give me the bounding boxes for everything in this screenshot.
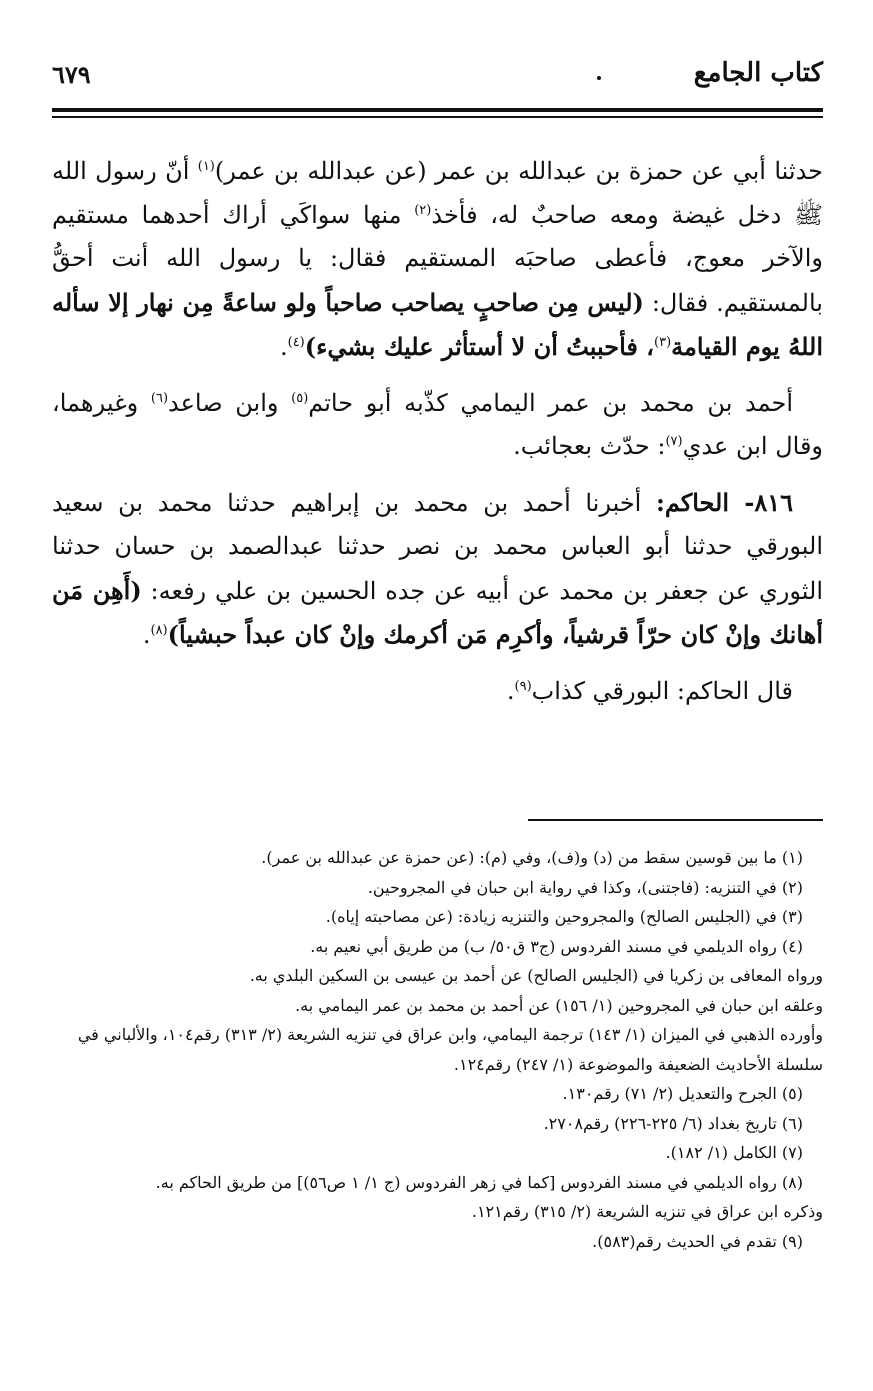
main-text bbox=[52, 150, 823, 725]
footnote-4-cont: وأورده الذهبي في الميزان (١/ ١٤٣) ترجمة اليمامي، وابن عراق في تنزيه الشريعة (٢/ ٣١٣) رقم١٠٤، والألباني في سلسلة الأحاديث الضعيفة والموضوعة (١/ ٢٤٧) رقم١٢٤. bbox=[77, 1025, 823, 1074]
footnote-2: (٢) في التنزيه: (فاجتنى)، وكذا في رواية ابن حبان في المجروحين. bbox=[367, 877, 803, 897]
page-number: ٦٧٩ bbox=[52, 60, 91, 89]
footnote-ref: (٤) bbox=[287, 335, 305, 350]
footnote-ref: (٨) bbox=[150, 623, 168, 638]
text-segment: حدثنا أبي عن حمزة بن عبدالله بن عمر (عن عبدالله بن عمر) bbox=[214, 157, 824, 185]
footnote-9: (٩) تقدم في الحديث رقم(٥٨٣). bbox=[592, 1231, 803, 1251]
footnote-ref: (٢) bbox=[414, 202, 432, 218]
footnote-ref: (٣) bbox=[654, 335, 672, 350]
text-segment: منها سواكَي أراك أحدهما مستقيم والآخر معوج، فأعطى صاحبَه المستقيم فقال: يا رسول الله أنت أحقُّ بالمستقيم. فقال: bbox=[52, 200, 823, 317]
footnote-4: (٤) رواه الديلمي في مسند الفردوس (ج٣ ق٥٠/ ب) من طريق أبي نعيم به. bbox=[310, 936, 803, 956]
footnote-6: (٦) تاريخ بغداد (٦/ ٢٢٥-٢٢٦) رقم٢٧٠٨. bbox=[543, 1113, 803, 1133]
header-rule-thick bbox=[52, 108, 823, 112]
paragraph-1 bbox=[52, 150, 823, 370]
text-segment: قال الحاكم: البورقي كذاب bbox=[531, 676, 793, 705]
footnote-7: (٧) الكامل (١/ ١٨٢). bbox=[665, 1143, 803, 1162]
text-segment: . bbox=[279, 333, 288, 361]
hadith-text: (ليس مِن صاحبٍ يصاحب صاحباً ولو ساعةً مِن نهار إلا سأله اللهُ يوم القيامة bbox=[52, 287, 823, 361]
footnote-3: (٣) في (الجليس الصالح) والمجروحين والتنزيه زيادة: (عن مصاحبته إياه). bbox=[325, 907, 803, 926]
text-segment: : حدّث بعجائب. bbox=[513, 432, 666, 460]
header-rule-thin bbox=[52, 116, 823, 118]
footnote-4-cont: وعلقه ابن حبان في المجروحين (١/ ١٥٦) عن أحمد بن محمد بن عمر اليمامي به. bbox=[295, 995, 823, 1015]
hadith-text: (أَهِن مَن أهانك وإنْ كان حرّاً قرشياً، وأكرِم مَن أكرمك وإنْ كان عبداً حبشياً) bbox=[52, 575, 823, 649]
text-segment: . bbox=[142, 621, 151, 649]
text-segment: أنّ رسول الله ﷺ دخل غيضة ومعه صاحبٌ له، فأخذ bbox=[52, 157, 823, 229]
running-title: كتاب الجامع bbox=[693, 58, 823, 88]
paragraph-3 bbox=[52, 481, 823, 658]
footnotes bbox=[52, 843, 823, 1256]
footnote-separator bbox=[528, 819, 823, 821]
text-segment: أحمد بن محمد بن عمر اليمامي كذّبه أبو حاتم bbox=[308, 388, 794, 417]
footnote-ref: (٧) bbox=[665, 434, 683, 449]
footnote-ref: (١) bbox=[197, 159, 215, 174]
hadith-text: ، فأحببتُ أن لا أستأثر عليك بشيء) bbox=[304, 332, 655, 361]
footnote-8: (٨) رواه الديلمي في مسند الفردوس [كما في زهر الفردوس (ج ١/ ١ ص٥٦)] من طريق الحاكم به. bbox=[155, 1172, 803, 1192]
footnote-8-cont: وذكره ابن عراق في تنزيه الشريعة (٢/ ٣١٥) رقم١٢١. bbox=[471, 1202, 823, 1221]
text-segment: . bbox=[506, 676, 515, 705]
footnote-5: (٥) الجرح والتعديل (٢/ ٧١) رقم١٣٠. bbox=[562, 1084, 803, 1103]
header-dot bbox=[597, 76, 601, 80]
text-segment: وابن صاعد bbox=[168, 388, 292, 417]
page-header bbox=[52, 58, 823, 98]
hadith-number: ٨١٦- الحاكم: bbox=[655, 487, 794, 517]
footnote-4-cont: ورواه المعافى بن زكريا في (الجليس الصالح) عن أحمد بن عيسى بن السكين البلدي به. bbox=[249, 966, 823, 985]
paragraph-2 bbox=[52, 382, 823, 469]
text-segment: وغيرهما، وقال ابن عدي bbox=[52, 388, 823, 460]
footnote-ref: (٩) bbox=[514, 678, 532, 694]
footnote-ref: (٥) bbox=[291, 390, 309, 406]
paragraph-4 bbox=[52, 670, 823, 714]
footnote-ref: (٦) bbox=[150, 390, 169, 406]
footnote-1: (١) ما بين قوسين سقط من (د) و(ف)، وفي (م): (عن حمزة عن عبدالله بن عمر). bbox=[261, 848, 803, 867]
text-segment: أخبرنا أحمد بن محمد بن إبراهيم حدثنا محمد بن سعيد البورقي حدثنا أبو العباس محمد بن نصر حدثنا عبدالصمد بن حسان حدثنا الثوري عن جعفر بن محمد عن أبيه عن جده الحسين بن علي رفعه: bbox=[52, 488, 823, 605]
